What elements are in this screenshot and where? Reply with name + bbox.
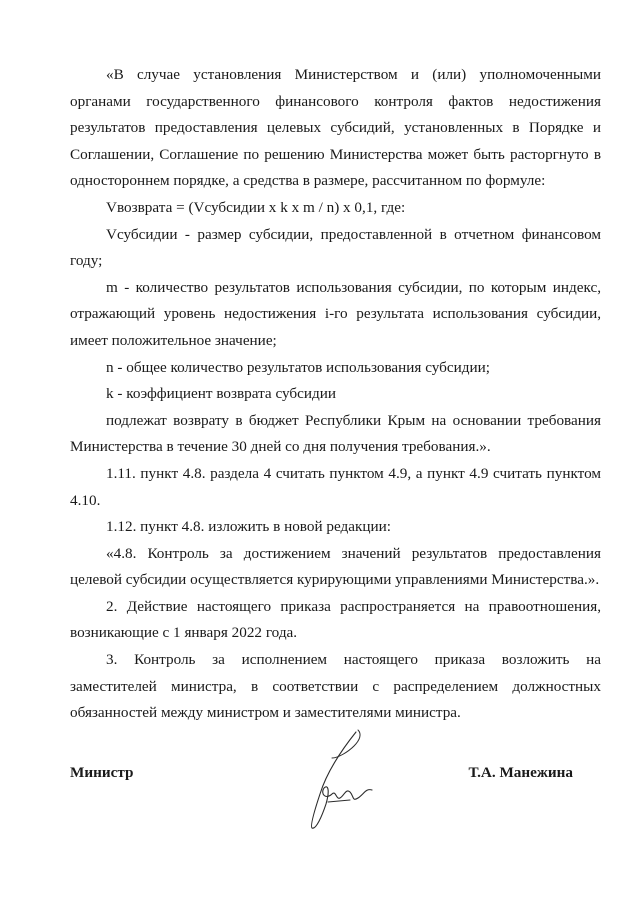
paragraph-refund-deadline: подлежат возврату в бюджет Республики Крым на основании требования Министерства в течение 30 дней со дня получения требования.». <box>70 411 601 456</box>
document-body <box>70 62 601 727</box>
paragraph-definition-n: n - общее количество результатов использования субсидии; <box>106 358 490 376</box>
signatory-name: Т.А. Манежина <box>468 764 573 781</box>
paragraph-item-1-11: 1.11. пункт 4.8. раздела 4 считать пунктом 4.9, а пункт 4.9 считать пунктом 4.10. <box>70 464 601 509</box>
paragraph-item-1-12: 1.12. пункт 4.8. изложить в новой редакции: <box>106 518 391 536</box>
paragraph-definition-vsubsidy: Vсубсидии - размер субсидии, предоставленной в отчетном финансовом году; <box>70 225 601 270</box>
paragraph-definition-k: k - коэффициент возврата субсидии <box>106 385 336 403</box>
paragraph-item-3: 3. Контроль за исполнением настоящего приказа возложить на заместителей министра, в соответствии с распределением должностных обязанностей между министром и заместителями министра. <box>70 651 601 722</box>
position-title: Министр <box>70 764 134 781</box>
paragraph-refund-conditions: «В случае установления Министерством и (или) уполномоченными органами государственного финансового контроля фактов недостижения результатов предоставления целевых субсидий, установленных в Порядке и Соглашении, Соглашение по решению Министерства может быть расторгнуто в одностороннем порядке, а средства в размере, рассчитанном по формуле: <box>70 66 601 190</box>
paragraph-refund-formula: Vвозврата = (Vсубсидии x k x m / n) x 0,1, где: <box>106 198 406 216</box>
paragraph-definition-m: m - количество результатов использования субсидии, по которым индекс, отражающий уровень недостижения i-го результата использования субсидии, имеет положительное значение; <box>70 278 601 349</box>
paragraph-item-2: 2. Действие настоящего приказа распространяется на правоотношения, возникающие с 1 января 2022 года. <box>70 597 601 642</box>
handwritten-signature <box>298 728 378 838</box>
paragraph-item-4-8-text: «4.8. Контроль за достижением значений результатов предоставления целевой субсидии осуществляется курирующими управлениями Министерства.». <box>70 544 601 589</box>
